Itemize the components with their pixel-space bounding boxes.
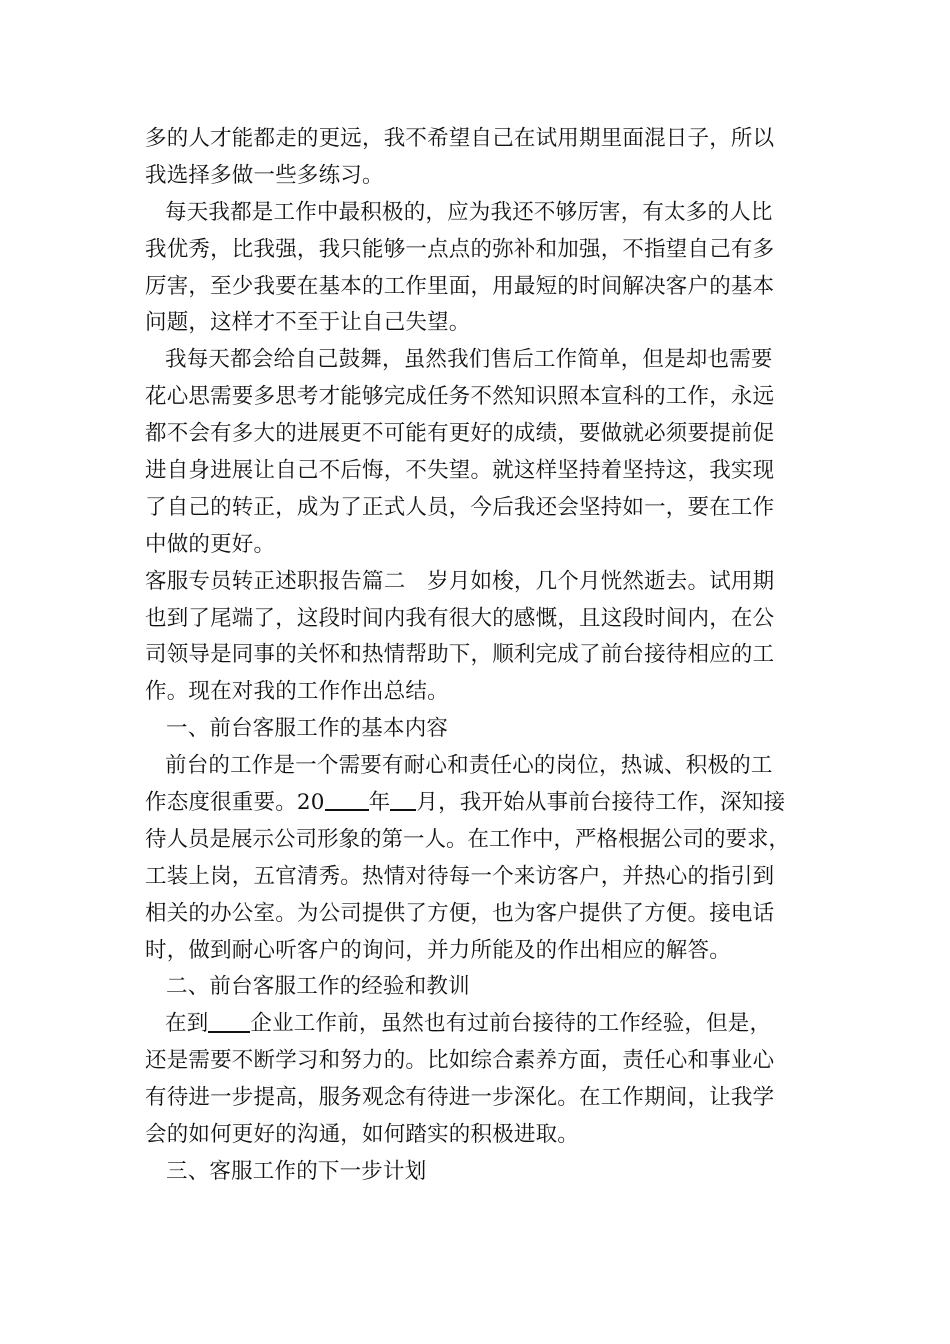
text-line: 我优秀，比我强，我只能够一点点的弥补和加强，不指望自己有多: [145, 236, 775, 262]
section-heading: 一、前台客服工作的基本内容: [166, 716, 449, 742]
text-segment: 年: [368, 790, 391, 816]
text-line: 中做的更好。: [145, 531, 276, 557]
text-line: 时，做到耐心听客户的询问，并力所能及的作出相应的解答。: [145, 937, 731, 963]
document-body: [145, 121, 805, 1191]
section-title-line: 客服专员转正述职报告篇二 岁月如梭，几个月恍然逝去。试用期: [145, 568, 775, 594]
section-heading: 三、客服工作的下一步计划: [166, 1158, 427, 1184]
text-line: 待人员是展示公司形象的第一人。在工作中，严格根据公司的要求，: [145, 826, 791, 852]
text-line: 问题，这样才不至于让自己失望。: [145, 310, 471, 336]
text-line: 还是需要不断学习和努力的。比如综合素养方面，责任心和事业心: [145, 1048, 775, 1074]
text-line: 有待进一步提高，服务观念有待进一步深化。在工作期间，让我学: [145, 1085, 775, 1111]
text-segment: 作态度很重要。20: [145, 790, 325, 816]
text-line: 我选择多做一些多练习。: [145, 162, 384, 188]
text-line-with-blanks: [145, 1006, 805, 1043]
fill-in-blank: [208, 1009, 250, 1033]
paragraph-start-line: 我每天都会给自己鼓舞，虽然我们售后工作简单，但是却也需要: [165, 347, 773, 373]
text-line: 作。现在对我的工作作出总结。: [145, 679, 449, 705]
text-line: 多的人才能都走的更远，我不希望自己在试用期里面混日子，所以: [145, 126, 775, 151]
paragraph-start-line: 前台的工作是一个需要有耐心和责任心的岗位，热诚、积极的工: [165, 753, 773, 779]
section-heading: 二、前台客服工作的经验和教训: [166, 974, 470, 1000]
text-line: 工装上岗，五官清秀。热情对待每一个来访客户，并热心的指引到: [145, 863, 775, 889]
paragraph-start-line: 每天我都是工作中最积极的，应为我还不够厉害，有太多的人比: [165, 199, 773, 225]
text-line: 了自己的转正，成为了正式人员，今后我还会坚持如一，要在工作: [145, 494, 775, 520]
text-line: 厉害，至少我要在基本的工作里面，用最短的时间解决客户的基本: [145, 273, 775, 299]
fill-in-blank: [325, 788, 369, 812]
text-line: 花心思需要多思考才能够完成任务不然知识照本宣科的工作，永远: [145, 384, 775, 410]
text-line: 会的如何更好的沟通，如何踏实的积极进取。: [145, 1122, 580, 1148]
text-segment: 企业工作前，虽然也有过前台接待的工作经验，但是，: [250, 1011, 772, 1037]
text-line: 进自身进展让自己不后悔，不失望。就这样坚持着坚持这，我实现: [145, 458, 775, 484]
text-segment: 月，我开始从事前台接待工作，深知接: [416, 790, 786, 816]
text-line-with-blanks: [145, 785, 805, 822]
text-segment: 在到: [165, 1011, 209, 1037]
fill-in-blank: [390, 788, 416, 812]
text-line: 也到了尾端了，这段时间内我有很大的感慨，且这段时间内，在公: [145, 605, 775, 631]
text-line: 都不会有多大的进展更不可能有更好的成绩，要做就必须要提前促: [145, 421, 775, 447]
text-line: 司领导是同事的关怀和热情帮助下，顺利完成了前台接待相应的工: [145, 642, 775, 668]
text-line: 相关的办公室。为公司提供了方便，也为客户提供了方便。接电话: [145, 900, 775, 926]
